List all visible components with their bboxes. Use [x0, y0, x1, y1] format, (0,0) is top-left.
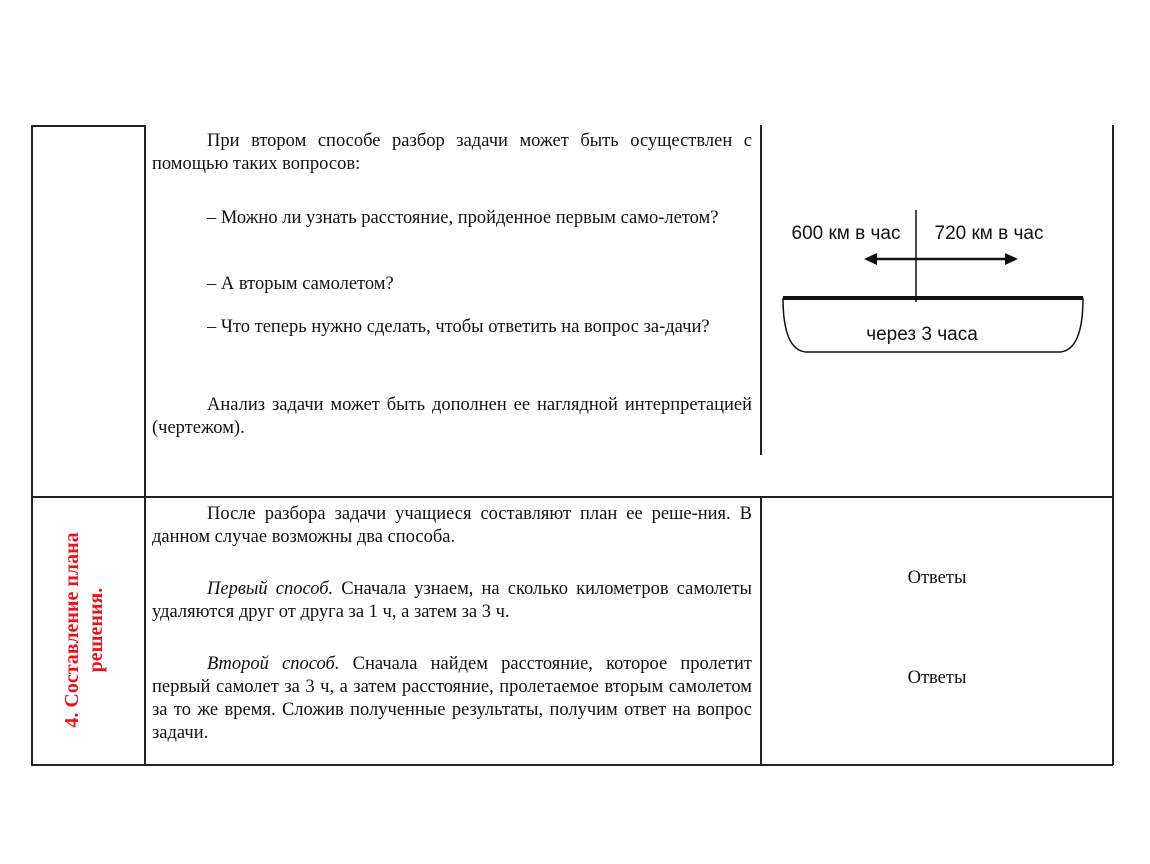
row1-paragraph-3: – А вторым самолетом? [207, 274, 394, 294]
table-top-border [31, 125, 145, 127]
row1-paragraph-2: – Можно ли узнать расстояние, пройденное первым само-летом? [207, 208, 719, 228]
table-col-divider-2 [760, 497, 762, 765]
table-bottom-border [31, 764, 1113, 766]
row2-method1 [152, 578, 752, 624]
right-arrow-head [1005, 253, 1018, 265]
row2-method2 [152, 653, 752, 745]
table-row-divider [31, 496, 1113, 498]
row1-paragraph-1: При втором способе разбор задачи может быть осуществлен с помощью таких вопросов: [152, 131, 752, 174]
row1-paragraph-4: – Что теперь нужно сделать, чтобы ответить на вопрос за-дачи? [207, 317, 710, 337]
method2-text: Сначала найдем расстояние, которое пролетит первый самолет за 3 ч, а затем расстояние, пролетаемое вторым самолетом за то же время. Сложив полученные результаты, получим ответ на вопрос задачи. [152, 654, 752, 743]
left-speed-label: 600 км в час [791, 223, 901, 244]
method2-title: Второй способ. [207, 654, 340, 674]
stage-label-line2: решения. [85, 587, 107, 673]
time-brace [783, 298, 1083, 352]
stage-label-line1: 4. Составление плана [61, 532, 83, 728]
answer-label-1: Ответы [907, 568, 967, 588]
table-right-border [1112, 125, 1114, 765]
time-label: через 3 часа [866, 324, 978, 345]
row1-paragraph-5: Анализ задачи может быть дополнен ее наглядной интерпретацией (чертежом). [152, 395, 752, 438]
answer-label-2: Ответы [907, 668, 967, 688]
row1-text-edge [760, 125, 762, 455]
method1-text: Сначала узнаем, на сколько километров самолеты удаляются друг от друга за 1 ч, а затем за 3 ч. [152, 579, 752, 622]
left-arrow-head [864, 253, 877, 265]
method1-title: Первый способ. [207, 579, 334, 599]
stage-label [60, 500, 108, 760]
row2-paragraph-1: После разбора задачи учащиеся составляют план ее реше-ния. В данном случае возможны два способа. [152, 504, 752, 547]
table-left-border [31, 125, 33, 765]
table-col-divider-1 [144, 125, 146, 765]
right-speed-label: 720 км в час [934, 223, 1044, 244]
